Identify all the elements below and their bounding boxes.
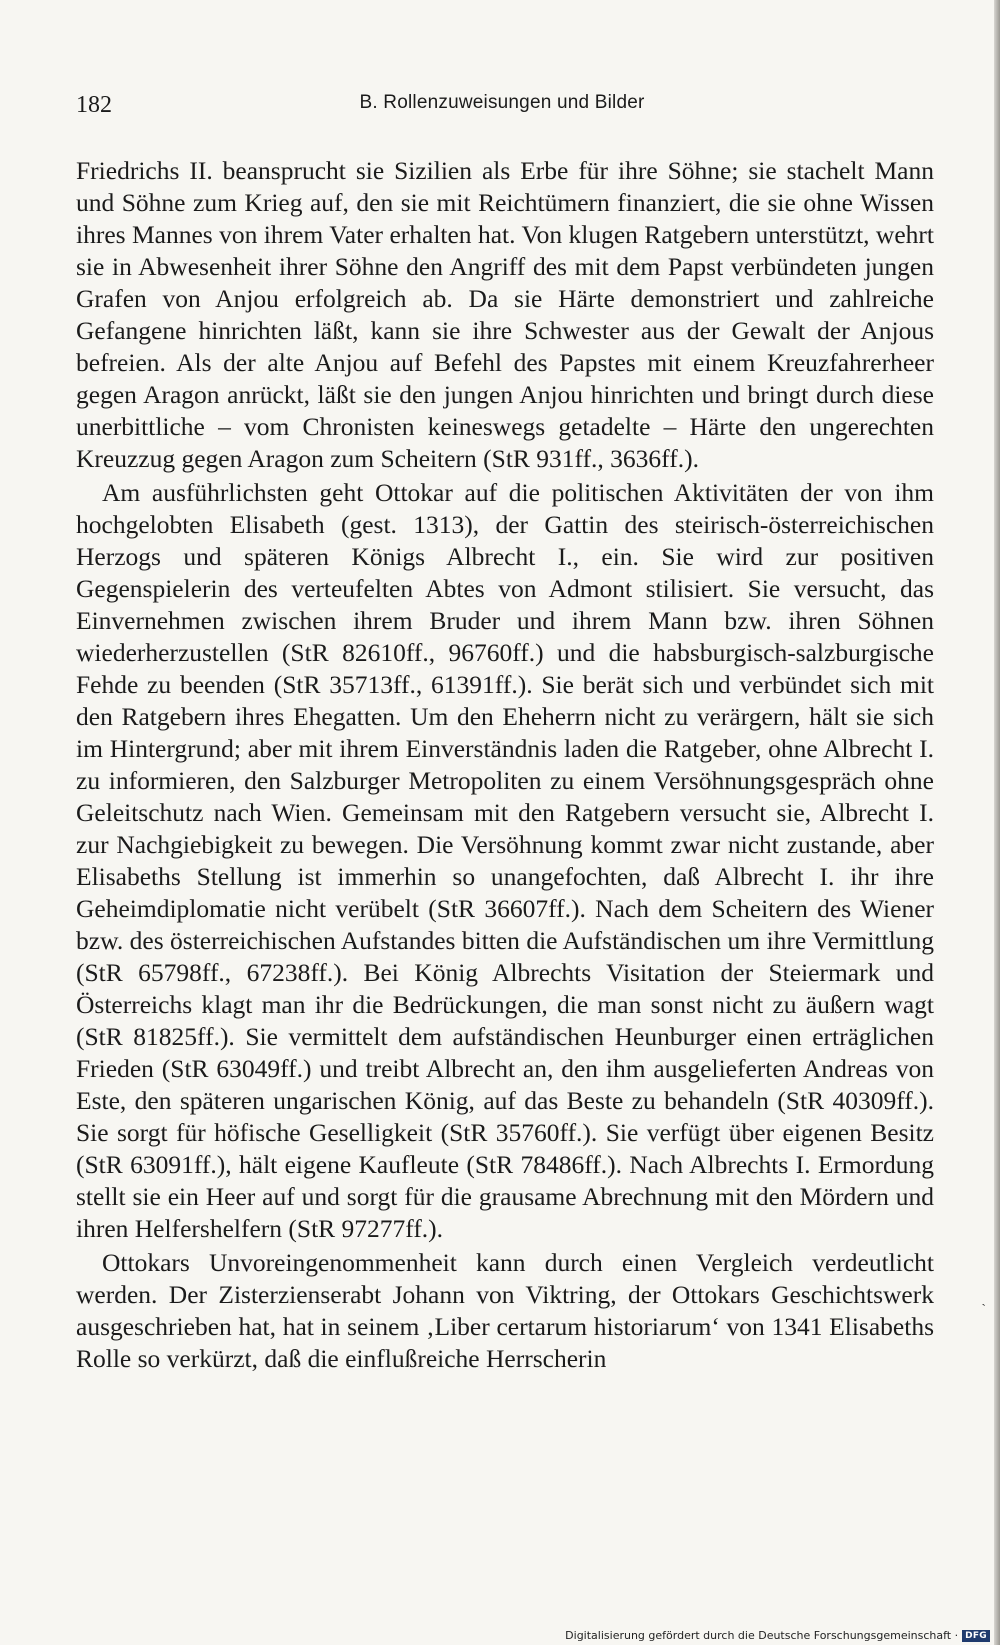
page-header [76,92,928,122]
dfg-logo: DFG [962,1630,990,1642]
page-number: 182 [76,92,112,118]
footer-text: Digitalisierung gefördert durch die Deutsche Forschungsgemeinschaft · [565,1629,959,1642]
page-edge-shadow [994,0,1000,1645]
body-text [76,155,934,1375]
paragraph-2: Am ausführlichsten geht Ottokar auf die politischen Aktivitäten der von ihm hochgelobten Elisabeth (gest. 1313), der Gattin des steirisch-österreichischen Herzogs und späteren Königs Albrecht I., ein. Sie wird zur positiven Gegenspielerin des verteufelten Abtes von Admont stilisiert. Sie versucht, das Einvernehmen zwischen ihrem Bruder und ihrem Mann bzw. ihren Söhnen wiederherzustellen (StR 82610ff., 96760ff.) und die habsburgisch-salzburgische Fehde zu beenden (StR 35713ff., 61391ff.). Sie berät sich und verbündet sich mit den Ratgebern ihres Ehegatten. Um den Eheherrn nicht zu verärgern, hält sie sich im Hintergrund; aber mit ihrem Einverständnis laden die Ratgeber, ohne Albrecht I. zu informieren, den Salzburger Metropoliten zu einem Versöhnungsgespräch ohne Geleitschutz nach Wien. Gemeinsam mit den Ratgebern versucht sie, Albrecht I. zur Nachgiebigkeit zu bewegen. Die Versöhnung kommt zwar nicht zustande, aber Elisabeths Stellung ist immerhin so unangefochten, daß Albrecht I. ihr ihre Geheimdiplomatie nicht verübelt (StR 36607ff.). Nach dem Scheitern des Wiener bzw. des österreichischen Aufstandes bitten die Aufständischen um ihre Vermittlung (StR 65798ff., 67238ff.). Bei König Albrechts Visitation der Steiermark und Österreichs klagt man ihr die Bedrückungen, die man sonst nicht zu äußern wagt (StR 81825ff.). Sie vermittelt dem aufständischen Heunburger einen erträglichen Frieden (StR 63049ff.) und treibt Albrecht an, den ihm ausgelieferten Andreas von Este, den späteren ungarischen König, auf das Beste zu behandeln (StR 40309ff.). Sie sorgt für höfische Geselligkeit (StR 35760ff.). Sie verfügt über eigenen Besitz (StR 63091ff.), hält eigene Kaufleute (StR 78486ff.). Nach Albrechts I. Ermordung stellt sie ein Heer auf und sorgt für die grausame Abrechnung mit den Mördern und ihren Helfershelfern (StR 97277ff.). [76,478,934,1243]
running-head: B. Rollenzuweisungen und Bilder [359,92,645,113]
paragraph-3: Ottokars Unvoreingenommenheit kann durch einen Vergleich verdeutlicht werden. Der Zisterzienserabt Johann von Viktring, der Ottokars Geschichtswerk ausgeschrieben hat, hat in seinem ‚Liber certarum historiarum‘ von 1341 Elisabeths Rolle so verkürzt, daß die einflußreiche Herrscherin [76,1248,934,1373]
margin-mark: ˎ [981,1292,986,1307]
paragraph-1: Friedrichs II. beansprucht sie Sizilien als Erbe für ihre Söhne; sie stachelt Mann und Söhne zum Krieg auf, den sie mit Reichtümern finanziert, die sie ohne Wissen ihres Mannes von ihrem Vater erhalten hat. Von klugen Ratgebern unterstützt, wehrt sie in Abwesenheit ihrer Söhne den Angriff des mit dem Papst verbündeten jungen Grafen von Anjou erfolgreich ab. Da sie Härte demonstriert und zahlreiche Gefangene hinrichten läßt, kann sie ihre Schwester aus der Gewalt der Anjous befreien. Als der alte Anjou auf Befehl des Papstes mit einem Kreuzfahrerheer gegen Aragon anrückt, läßt sie den jungen Anjou hinrichten und bringt durch diese unerbittliche – vom Chronisten keineswegs getadelte – Härte den ungerechten Kreuzzug gegen Aragon zum Scheitern (StR 931ff., 3636ff.). [76,156,934,473]
digitization-footer [565,1629,990,1642]
